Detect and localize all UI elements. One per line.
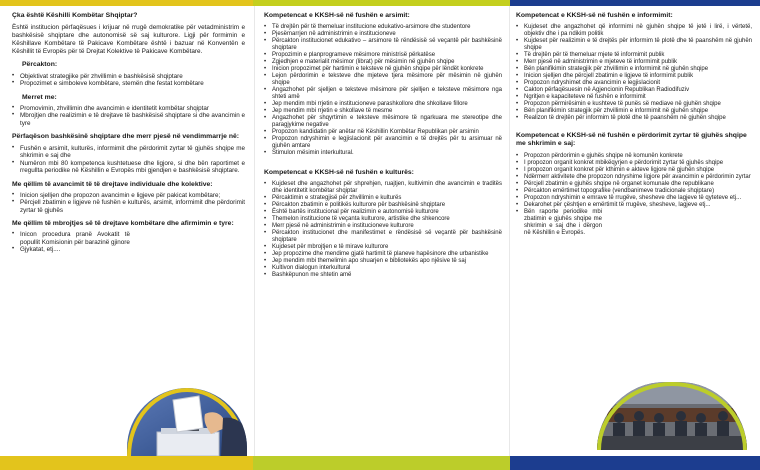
list-item: • Propozon kandidatin për anëtar në Këshillin Kombëtar Republikan për arsimin <box>264 129 479 136</box>
list-item: • Stimulon mësimin interkultural. <box>264 150 354 157</box>
bullet-list <box>516 153 752 237</box>
bullet-list <box>12 145 245 175</box>
list-item: • Është bartës institucional për realizimin e autonomisë kulturore <box>264 209 439 216</box>
stripe-yellow <box>0 456 253 470</box>
bullet-list <box>12 105 245 128</box>
list-item: • Angazhohet për sjelljen e teksteve mësimore për sjelljen e teksteve mësimore nga shteti amë <box>264 87 502 101</box>
list-item: • Kujdeset dhe angazhohet që informimi në gjuhën shqipe të jetë i lirë, i vërtetë, objektiv dhe i pa ndikim politik <box>516 24 752 38</box>
list-item: • Promovimin, zhvillimin dhe avancimin e identitetit kombëtar shqiptar <box>12 104 209 112</box>
list-item: • Propozon ndryshimin e legjislacionit për avancimin e të drejtës për tu arsimuar në gjuhën amtare <box>264 136 502 150</box>
list-item: • Propozon ndryshimet dhe avancimin e legjislacionit <box>516 80 661 87</box>
list-item: • Të drejtën për të themeluar mjete të informimit publik <box>516 52 665 59</box>
list-item: • Merr pjesë në administrimin e mjeteve të informimit publik <box>516 59 678 66</box>
column-education-culture <box>256 6 508 456</box>
bottom-color-stripe <box>0 456 760 470</box>
stripe-lime <box>253 456 510 470</box>
section-label: Përcakton: <box>22 61 58 69</box>
list-item: • Përcakton zbatimin e politikës kulturore për bashkësinë shqiptare <box>264 202 446 209</box>
list-item: • Kujdeset për realizimin e të drejtës për informim të plotë dhe të paanshëm në gjuhën shqipe <box>516 38 752 52</box>
list-item: • Përcjell zbatimin e ligjeve në fushën e kulturës, arsimit, informimit dhe përdorimit zyrtar të gjuhës <box>12 199 245 214</box>
list-item: • Bën planifikimin strategjik për zhvillimin e informimit në gjuhën shqipe <box>516 108 709 115</box>
list-item: • Realizon të drejtën për informim të plotë dhe të paanshëm në gjuhën shqipe <box>516 115 726 122</box>
section-label: Merret me: <box>22 93 57 101</box>
bullet-list <box>264 24 502 157</box>
list-item: • Fushën e arsimit, kulturës, informimit dhe përdorimit zyrtar të gjuhës shqipe me shkrimin e saj dhe <box>12 144 245 159</box>
list-item: • Të drejtën për të themeluar institucione edukativo-arsimore dhe studentore <box>264 24 471 31</box>
list-item: • Jep mendim mbi themelimin apo shuarjen e bibliotekës apo njësive të saj <box>264 258 467 265</box>
bullet-list <box>12 231 130 254</box>
list-item: • Propozon përmirësimin e kushteve të punës së mediave në gjuhën shqipe <box>516 101 721 108</box>
list-item: • Gjykatat, etj.... <box>12 246 61 254</box>
list-item: • Inicion sjelljen dhe propozon avancimin e ligjeve për pakicat kombëtare; <box>12 191 221 199</box>
list-item: • Ngritjen e kapaciteteve në fushën e informimit <box>516 94 646 101</box>
list-item: • Kujdeset dhe angazhohet për shprehjen, ruajtjen, kultivimin dhe avancimin e traditës dhe identitetit kombëtar shqiptar <box>264 181 502 195</box>
list-item: • Themelon institucione të veçanta kulturore, artistike dhe shkencore <box>264 216 450 223</box>
list-item: • Angazhohet për shqyrtimin e teksteve mësimore të ngarkuara me stereotipe dhe paragjykime negative <box>264 115 502 129</box>
list-item: • I propozon organit konkret mbikëqyrjen e përdorimit zyrtar të gjuhës shqipe <box>516 159 724 166</box>
list-item: • Cakton përfaqësuesin në Agjencionin Republikan Radiodifuziv <box>516 87 690 94</box>
list-item: • Pjesëmarrjen në administrimin e institucioneve <box>264 31 396 38</box>
list-item: • Përcakton institucionet dhe manifestimet e rëndësisë së veçantë për bashkësinë shqiptare <box>264 230 502 244</box>
list-item: • Merr pjesë në administrimin e institucioneve kulturore <box>264 223 414 230</box>
list-item: • Bën raporte periodike mbi zbatimin e gjuhës shqipe me shkrimin e saj dhe i dërgon në Këshillin e Evropës. <box>516 208 602 236</box>
section-label: Përfaqëson bashkësinë shqiptare dhe merr pjesë në vendimmarrje në: <box>12 133 240 141</box>
list-item: • Lejon përdorimin e teksteve dhe mjeteve tjera mësimore për mësimin në gjuhën shqipe <box>264 73 502 87</box>
list-item: • Jep propozime dhe mendime gjatë hartimit të planeve hapësinore dhe urbanistike <box>264 251 489 258</box>
list-item: • Përcakton emërtimet topografike (vendbanimeve tradicionale shqiptare) <box>516 187 715 194</box>
list-item: • Kultivon dialogun interkultural <box>264 265 351 272</box>
list-item: • Objektivat strategjike për zhvillimin e bashkësisë shqiptare <box>12 72 183 80</box>
bullet-list <box>12 192 245 215</box>
list-item: • Jep mendim mbi rrjetin e institucioneve parashkollore dhe shkollave fillore <box>264 101 468 108</box>
list-item: • Propozimin e planprogrameve mësimore ministrisë përkatëse <box>264 52 436 59</box>
language-title: Kompetencat e KKSH-së në fushën e përdorimit zyrtar të gjuhës shqipe me shkrimin e saj: <box>516 132 747 148</box>
column-about <box>0 6 253 456</box>
list-item: • Përcaktimin e strategjisë për zhvillimin e kulturës <box>264 195 402 202</box>
list-item: • Mbrojtjen dhe realizimin e të drejtave të bashkësisë shqiptare si dhe avancimin e tyre <box>12 112 245 127</box>
list-item: • I propozon organit konkret për kthimin e akteve ligjore në gjuhën shqipe <box>516 166 715 173</box>
list-item: • Bashkëpunon me shtetin amë <box>264 272 352 279</box>
list-item: • Propozon përdorimin e gjuhës shqipe në komunën konkrete <box>516 152 683 159</box>
list-item: • Përcakton institucionet edukativo – arsimore të rëndësisë së veçantë për bashkësinë shqiptare <box>264 38 502 52</box>
list-item: • Përcjell zbatimin e gjuhës shqipe në organet komunale dhe republikane <box>516 180 714 187</box>
list-item: • Propozon ndryshimin e emrave të rrugëve, shesheve dhe lagjeve të qyteteve etj... <box>516 194 742 201</box>
section-label: Me qëllim të avancimit të të drejtave individuale dhe kolektive: <box>12 180 213 188</box>
list-item: • Inicon procedura pranë Avokatit të popullit Komisionin për barazinë gjinore <box>12 231 130 246</box>
list-item: • Kujdeset për mbrojtjen e të mirave kulturore <box>264 244 389 251</box>
list-item: • Inicion propozimet për hartimin e teksteve në gjuhën shqipe për lëndët konkrete <box>264 66 484 73</box>
list-item: • Bën planifikimin strategjik për zhvillimin e informimit në gjuhën shqipe <box>516 66 709 73</box>
list-item: • Numëron mbi 80 kompetenca kushtetuese dhe ligjore, si dhe bën raportimet e rregullta periodike në Këshillin e Evropës mbi gjendjen e bashkësisë shqiptare. <box>12 159 245 174</box>
bullet-list <box>12 73 245 88</box>
section-label: Me qëllim të mbrojtjes së të drejtave kombëtare dhe afirmimin e tyre: <box>12 220 234 228</box>
list-item: • Dekarohet për çështjen e emërtimit të rrugëve, shesheve, lagjeve etj... <box>516 201 711 208</box>
list-item: • Inicion sjelljen dhe përcjell zbatimin e ligjeve të informimit publik <box>516 73 694 80</box>
column-divider <box>254 6 255 456</box>
list-item: • Zgjedhjen e materialit mësimor (librat) për mësimin në gjuhën shqipe <box>264 59 455 66</box>
information-title: Kompetencat e KKSH-së në fushën e informimit: <box>516 12 673 19</box>
list-item: • Ndërmerr aktivitete dhe propozon ndryshime ligjore për avancimin e përdorimin zyrtar <box>516 173 751 180</box>
about-intro: Është institucion përfaqësues i krijuar në rrugë demokratike për vetadministrim e bashkësisë shqiptare dhe autonomisë së saj kulturore. Ligji për formimin e Këshillave Kombëtare të Pakicave Kombëtare është i bazuar në Konventën e Këshillit të Evropës për të Drejtat Kolektive të Pakicave Kombëtare. <box>12 24 245 55</box>
stripe-blue <box>510 456 760 470</box>
list-item: • Jep mendim mbi rrjetin e shkollave të mesme <box>264 108 393 115</box>
bullet-list <box>516 24 752 122</box>
education-title: Kompetencat e KKSH-së në fushën e arsimit: <box>264 12 410 19</box>
culture-title: Kompetencat e KKSH-së në fushën e kulturës: <box>264 169 414 177</box>
list-item: • Propozimet e simboleve kombëtare, stemën dhe festat kombëtare <box>12 80 204 88</box>
about-title: Çka është Këshilli Kombëtar Shqiptar? <box>12 12 138 19</box>
bullet-list <box>264 181 502 279</box>
